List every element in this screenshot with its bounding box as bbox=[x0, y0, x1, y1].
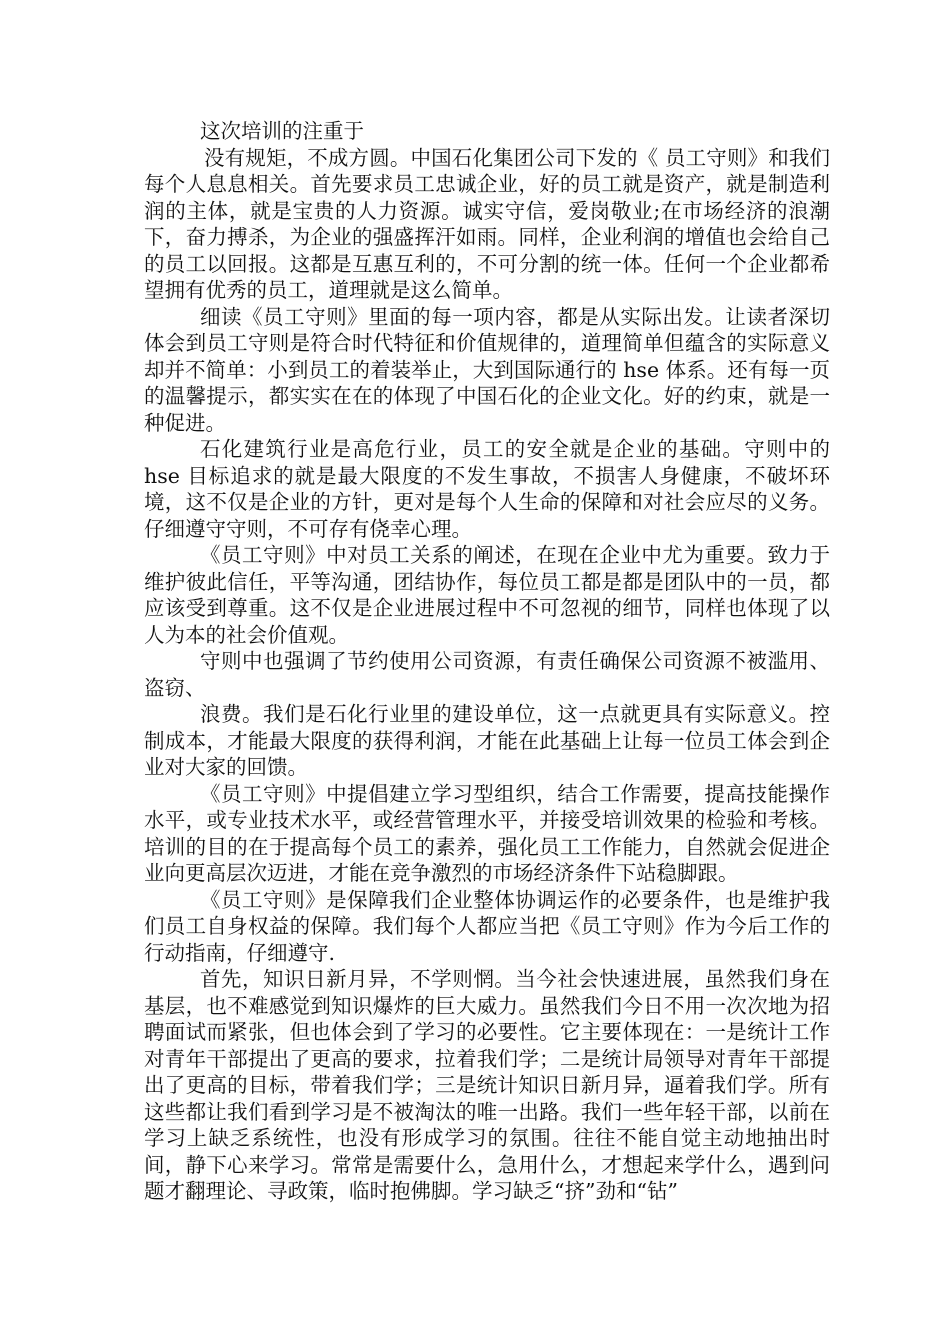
paragraph: 守则中也强调了节约使用公司资源，有责任确保公司资源不被滥用、盗窃、 bbox=[144, 649, 830, 700]
paragraph: 没有规矩，不成方圆。中国石化集团公司下发的《 员工守则》和我们每个人息息相关。首先要求员工忠诚企业，好的员工就是资产，就是制造利润的主体，就是宝贵的人力资源。诚实守信，爱岗敬业;在市场经济的浪潮下，奋力搏杀，为企业的强盛挥汗如雨。同样，企业利润的增值也会给自己的员工以回报。这都是互惠互利的，不可分割的统一体。任何一个企业都希望拥有优秀的员工，道理就是这么简单。 bbox=[144, 145, 830, 302]
document-body bbox=[144, 118, 830, 1205]
document-title: 这次培训的注重于 bbox=[200, 119, 364, 143]
paragraph: 《员工守则》中对员工关系的阐述，在现在企业中尤为重要。致力于维护彼此信任，平等沟通，团结协作，每位员工都是都是团队中的一员，都应该受到尊重。这不仅是企业进展过程中不可忽视的细节，同样也体现了以人为本的社会价值观。 bbox=[144, 543, 830, 647]
paragraph: 浪费。我们是石化行业里的建设单位，这一点就更具有实际意义。控制成本，才能最大限度的获得利润，才能在此基础上让每一位员工体会到企业对大家的回馈。 bbox=[144, 702, 830, 779]
paragraph: 细读《员工守则》里面的每一项内容，都是从实际出发。让读者深切体会到员工守则是符合时代特征和价值规律的，道理简单但蕴含的实际意义却并不简单：小到员工的着装举止，大到国际通行的 hse 体系。还有每一页的温馨提示，都实实在在的体现了中国石化的企业文化。好的约束，就是一种促进。 bbox=[144, 304, 830, 435]
paragraph: 《员工守则》中提倡建立学习型组织，结合工作需要，提高技能操作水平，或专业技术水平，或经营管理水平，并接受培训效果的检验和考核。培训的目的在于提高每个员工的素养，强化员工工作能力，自然就会促进企业向更高层次迈进，才能在竞争激烈的市场经济条件下站稳脚跟。 bbox=[144, 781, 830, 885]
paragraph: 石化建筑行业是高危行业，员工的安全就是企业的基础。守则中的 hse 目标追求的就是最大限度的不发生事故，不损害人身健康，不破坏环境，这不仅是企业的方针，更对是每个人生命的保障和对社会应尽的义务。仔细遵守守则，不可存有侥幸心理。 bbox=[144, 437, 830, 541]
paragraph: 《员工守则》是保障我们企业整体协调运作的必要条件，也是维护我们员工自身权益的保障。我们每个人都应当把《员工守则》作为今后工作的行动指南，仔细遵守. bbox=[144, 887, 830, 965]
paragraph: 首先，知识日新月异，不学则惘。当今社会快速进展，虽然我们身在基层，也不难感觉到知识爆炸的巨大威力。虽然我们今日不用一次次地为招聘面试而紧张，但也体会到了学习的必要性。它主要体现在：一是统计工作对青年干部提出了更高的要求，拉着我们学；二是统计局领导对青年干部提出了更高的目标，带着我们学；三是统计知识日新月异，逼着我们学。所有这些都让我们看到学习是不被淘汰的唯一出路。我们一些年轻干部，以前在学习上缺乏系统性，也没有形成学习的氛围。往往不能自觉主动地抽出时间，静下心来学习。常常是需要什么，急用什么，才想起来学什么，遇到问题才翻理论、寻政策，临时抱佛脚。学习缺乏“挤”劲和“钻” bbox=[144, 967, 830, 1203]
